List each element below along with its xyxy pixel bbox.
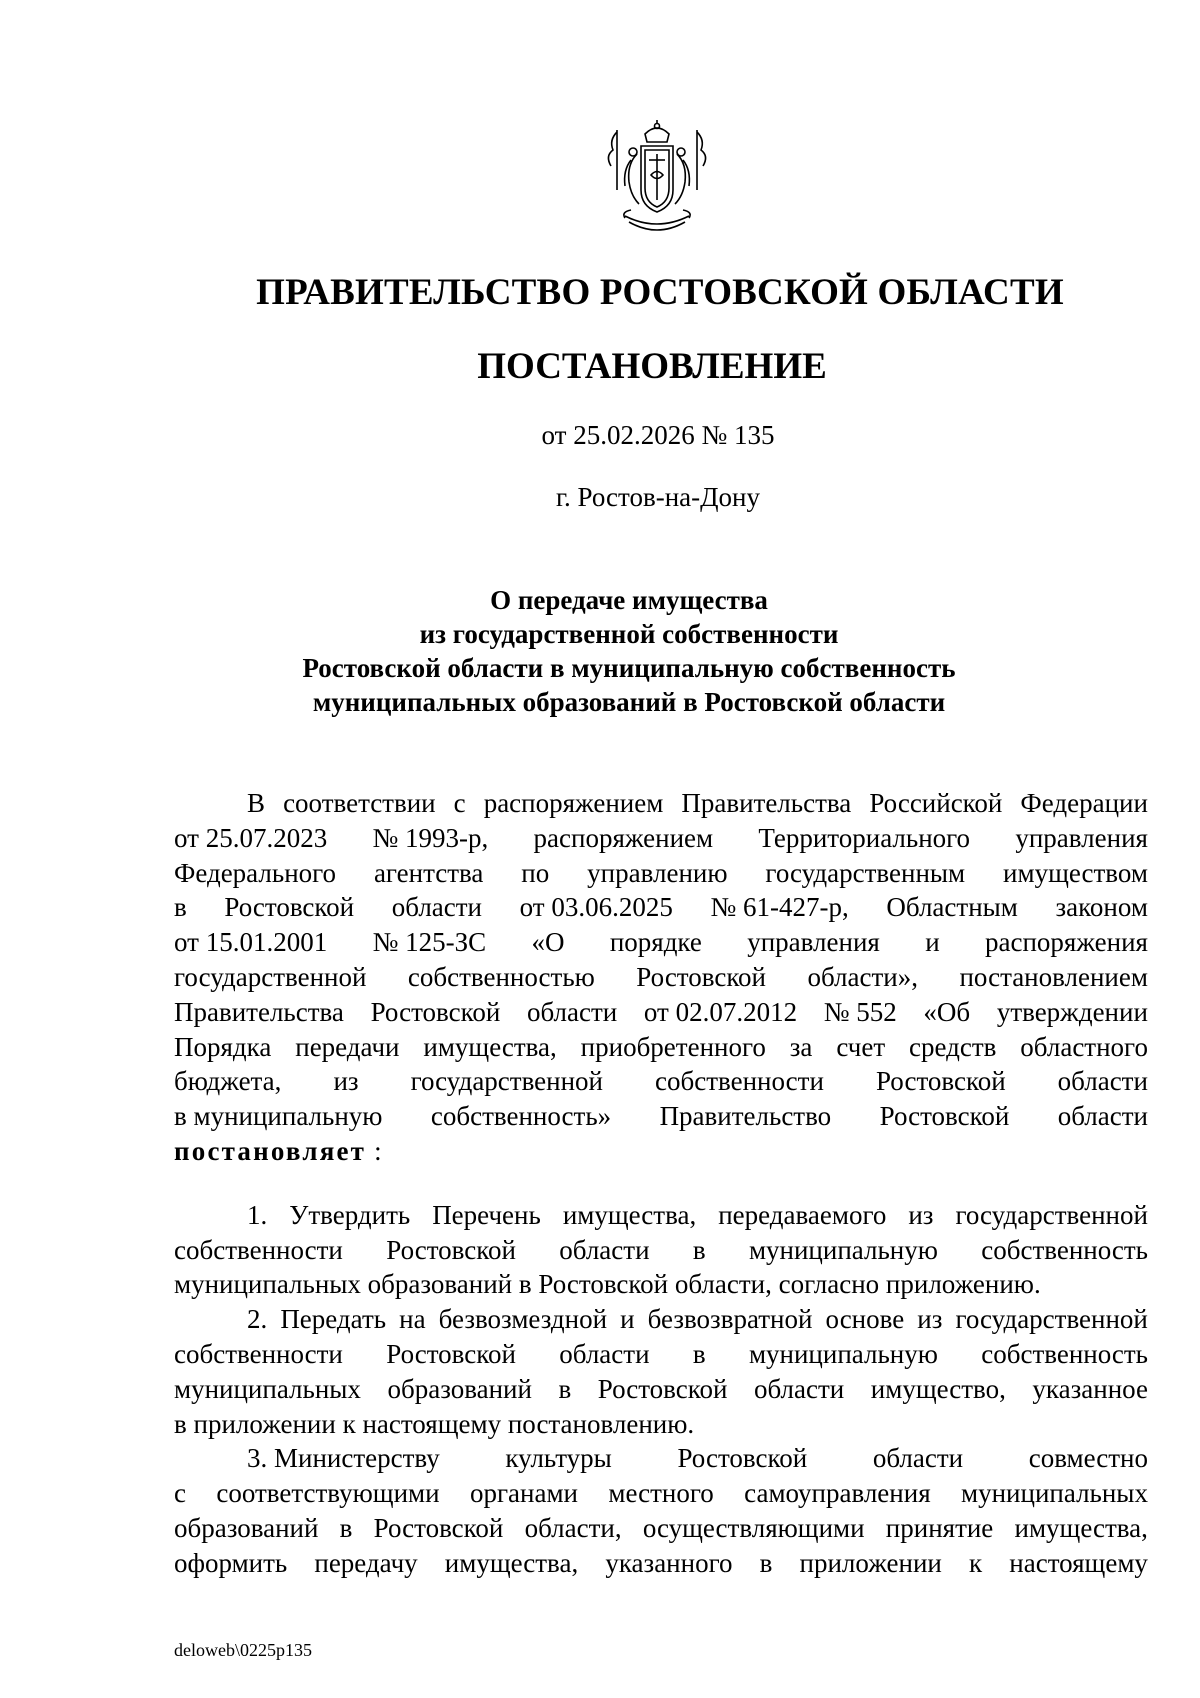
coat-of-arms-emblem	[601, 120, 713, 238]
word: Федерации	[1020, 788, 1148, 818]
word: № 125-ЗС	[372, 927, 487, 958]
organization-title: ПРАВИТЕЛЬСТВО РОСТОВСКОЙ ОБЛАСТИ	[256, 272, 1064, 313]
word: В	[247, 788, 266, 818]
word: № 1993-р,	[372, 822, 489, 853]
text-line	[174, 1030, 1148, 1065]
word: имущества,	[562, 1199, 697, 1230]
word: области,	[524, 1512, 622, 1543]
word: Российской	[869, 788, 1003, 818]
document-date-number: от 25.02.2026 № 135	[541, 420, 775, 450]
word: в	[759, 1547, 773, 1578]
text-line	[174, 1064, 1148, 1099]
word: законом	[1055, 892, 1148, 923]
word: Ростовской	[373, 1512, 504, 1543]
word: от 25.07.2023	[174, 822, 328, 853]
word: Утвердить	[289, 1199, 411, 1230]
document-body	[174, 786, 1148, 1581]
word: бюджета,	[174, 1066, 282, 1097]
word: муниципальных	[961, 1478, 1148, 1509]
word: Ростовской	[597, 1373, 728, 1404]
word: порядке	[609, 927, 702, 958]
word: осуществляющими	[642, 1512, 865, 1543]
word: безвозвратной	[647, 1304, 813, 1335]
word: в	[692, 1234, 706, 1265]
word: 3. Министерству	[247, 1443, 440, 1474]
word: и	[925, 927, 940, 958]
word: государственной	[955, 1199, 1148, 1230]
word: муниципальных образований в Ростовской области, согласно приложению.	[174, 1269, 1041, 1300]
word: собственности	[174, 1338, 343, 1369]
document-subject	[0, 583, 1200, 719]
word: муниципальную	[748, 1234, 938, 1265]
word: собственность	[981, 1234, 1148, 1265]
subject-line: из государственной собственности	[419, 619, 839, 649]
word: области	[1057, 1101, 1148, 1132]
word: Ростовской	[677, 1443, 808, 1474]
word: распоряжения	[985, 927, 1148, 958]
word: из	[333, 1066, 359, 1097]
word: культуры	[505, 1443, 612, 1474]
word: 2.	[247, 1304, 268, 1335]
word: образований	[174, 1512, 319, 1543]
subject-line: муниципальных образований в Ростовской области	[312, 687, 946, 717]
word: управлению	[587, 857, 728, 888]
item-1-paragraph	[174, 1198, 1148, 1302]
subject-line: Ростовской области в муниципальную собственность	[302, 653, 956, 683]
word: от 03.06.2025	[519, 892, 673, 923]
word: Порядка	[174, 1031, 272, 1062]
text-line	[174, 1407, 1148, 1442]
word: Областным	[886, 892, 1018, 923]
word: указанное	[1032, 1373, 1148, 1404]
word: муниципальную	[748, 1338, 938, 1369]
text-line	[174, 856, 1148, 891]
word: области	[526, 996, 618, 1027]
text-line	[174, 1441, 1148, 1476]
resolves-line	[174, 1134, 1148, 1169]
word: имуществом	[1003, 857, 1148, 888]
text-line	[174, 1372, 1148, 1407]
word: безвозмездной	[438, 1304, 608, 1335]
word: приложении	[799, 1547, 942, 1578]
text-line	[174, 890, 1148, 925]
word: с	[174, 1478, 186, 1509]
word: № 552	[823, 996, 897, 1027]
word: оформить	[174, 1547, 288, 1578]
word: в муниципальную	[174, 1101, 383, 1132]
word: Правительства	[681, 788, 852, 818]
word: постановлением	[959, 961, 1148, 992]
document-city: г. Ростов-на-Дону	[555, 482, 760, 512]
text-line	[174, 925, 1148, 960]
word: имущества,	[423, 1031, 557, 1062]
word: Федерального	[174, 857, 337, 888]
word: «О	[531, 927, 565, 958]
word: области	[559, 1338, 650, 1369]
word: области	[391, 892, 483, 923]
word: по	[521, 857, 550, 888]
word: области»,	[807, 961, 918, 992]
word: области	[1057, 1066, 1148, 1097]
word: Передать	[280, 1304, 387, 1335]
word: Ростовской	[370, 996, 501, 1027]
word: в приложении к настоящему постановлению.	[174, 1408, 695, 1439]
item-3-paragraph	[174, 1441, 1148, 1580]
text-line	[174, 995, 1148, 1030]
word: от 02.07.2012	[643, 996, 798, 1027]
word: основе	[825, 1304, 905, 1335]
word: приобретенного	[580, 1031, 766, 1062]
word: Ростовской	[879, 1101, 1010, 1132]
word: Ростовской	[224, 892, 355, 923]
text-line	[174, 1302, 1148, 1337]
word: государственным	[765, 857, 966, 888]
word: собственность	[981, 1338, 1148, 1369]
word: области	[753, 1373, 845, 1404]
word: 1.	[247, 1199, 268, 1230]
word: с	[453, 788, 466, 818]
word: самоуправления	[744, 1478, 931, 1509]
word: области	[872, 1443, 964, 1474]
word: передачу	[314, 1547, 418, 1578]
text-line	[174, 960, 1148, 995]
word: распоряжением	[483, 788, 664, 818]
word: собственности	[655, 1066, 824, 1097]
word: от 15.01.2001	[174, 927, 328, 958]
word: указанного	[605, 1547, 733, 1578]
word: областного	[1020, 1031, 1148, 1062]
word: передаваемого	[718, 1199, 887, 1230]
document-footer-code: deloweb\0225p135	[174, 1640, 312, 1660]
word: за	[789, 1031, 813, 1062]
word: принятие	[885, 1512, 994, 1543]
resolves-colon: :	[374, 1135, 382, 1166]
word: совместно	[1028, 1443, 1148, 1474]
word: Перечень	[432, 1199, 541, 1230]
word: образований	[387, 1373, 532, 1404]
word: управления	[1015, 822, 1148, 853]
word: имущества,	[444, 1547, 579, 1578]
word: Ростовской	[636, 961, 767, 992]
word: в	[692, 1338, 706, 1369]
word: соответствующими	[216, 1478, 440, 1509]
subject-line: О передаче имущества	[490, 585, 768, 615]
word: имущество,	[870, 1373, 1006, 1404]
word: счет	[836, 1031, 886, 1062]
word: Ростовской	[386, 1338, 516, 1369]
word: муниципальных	[174, 1373, 361, 1404]
word: Правительство	[659, 1101, 832, 1132]
word: из	[908, 1199, 934, 1230]
text-line	[174, 786, 1148, 821]
resolves-word: постановляет	[174, 1135, 367, 1166]
text-line	[174, 1099, 1148, 1134]
word: государственной	[410, 1066, 604, 1097]
word: в	[174, 892, 187, 923]
word: агентства	[373, 857, 484, 888]
word: «Об	[923, 996, 971, 1027]
word: Ростовской	[386, 1234, 516, 1265]
word: на	[399, 1304, 426, 1335]
text-line	[174, 1337, 1148, 1372]
word: средств	[909, 1031, 997, 1062]
word: утверждении	[996, 996, 1148, 1027]
word: в	[558, 1373, 572, 1404]
word: передачи	[295, 1031, 400, 1062]
word: настоящему	[1009, 1547, 1148, 1578]
word: местного	[608, 1478, 714, 1509]
word: соответствии	[283, 788, 436, 818]
word: Территориального	[758, 822, 971, 853]
word: из	[917, 1304, 943, 1335]
text-line	[174, 1511, 1148, 1546]
word: Правительства	[174, 996, 344, 1027]
text-line	[174, 1267, 1148, 1302]
text-line	[174, 1546, 1148, 1581]
word: в	[339, 1512, 353, 1543]
word: распоряжением	[533, 822, 714, 853]
item-2-paragraph	[174, 1302, 1148, 1441]
text-line	[174, 1198, 1148, 1233]
word: собственности	[174, 1234, 343, 1265]
word: № 61-427-р,	[710, 892, 849, 923]
word: имущества,	[1014, 1512, 1148, 1543]
text-line	[174, 1233, 1148, 1268]
text-line	[174, 821, 1148, 856]
word: собственностью	[407, 961, 595, 992]
document-type-heading: ПОСТАНОВЛЕНИЕ	[477, 346, 827, 387]
word: управления	[747, 927, 880, 958]
word: области	[559, 1234, 650, 1265]
word: собственность»	[430, 1101, 612, 1132]
text-line	[174, 1476, 1148, 1511]
word: к	[969, 1547, 983, 1578]
word: государственной	[174, 961, 367, 992]
word: Ростовской	[875, 1066, 1006, 1097]
word: и	[620, 1304, 635, 1335]
word: государственной	[955, 1304, 1148, 1335]
word: органами	[469, 1478, 578, 1509]
preamble-paragraph	[174, 786, 1148, 1134]
